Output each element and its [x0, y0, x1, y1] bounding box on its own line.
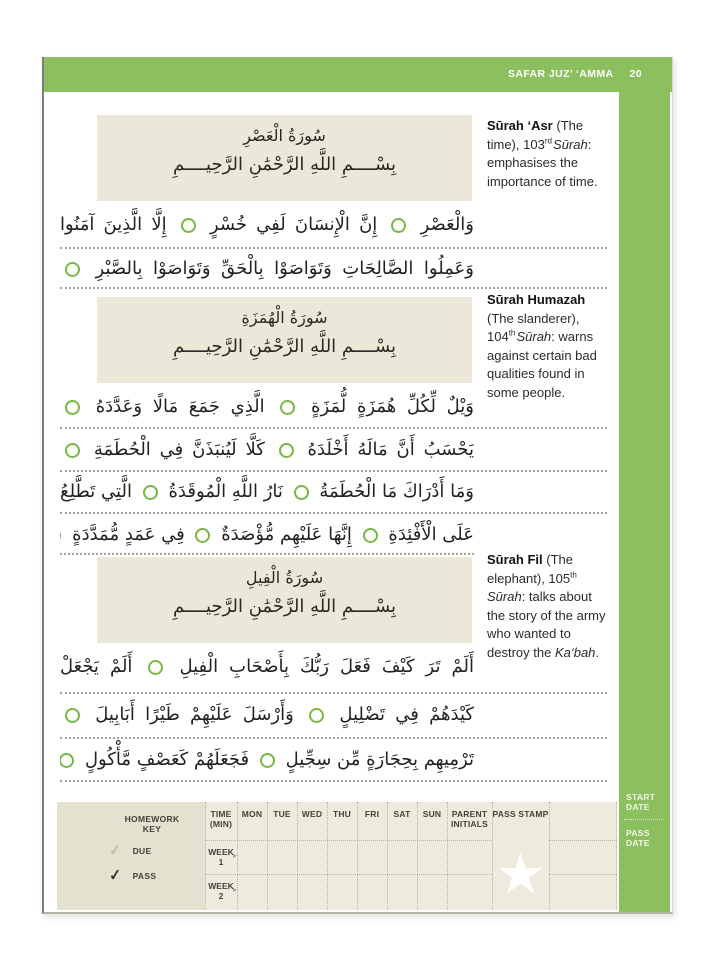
- header-bar: [44, 57, 672, 92]
- ayah-end-marker-icon: [181, 218, 196, 233]
- bismillah: بِسْــــمِ اللَّهِ الرَّحْمَٰنِ الرَّحِيــــمِ: [172, 596, 397, 617]
- week-arrow-icon: ▸: [233, 851, 238, 860]
- pass-stamp-star-icon: ★: [495, 842, 546, 907]
- time-column-header: TIME (MIN): [209, 809, 233, 829]
- book-page: [42, 57, 673, 914]
- row-divider: [549, 874, 617, 875]
- pass-stamp-cell: [492, 840, 549, 910]
- start-date-label: START DATE: [626, 792, 656, 812]
- note-surah-fil: Sūrah Fil (The elephant), 105th Sūrah: talks about the story of the army who wanted to destroy the Ka‘bah.: [487, 552, 606, 660]
- quran-line: وَمَا أَدْرَاكَ مَا الْحُطَمَةُ نَارُ اللَّهِ الْمُوقَدَةُ الَّتِي تَطَّلِعُ: [60, 481, 474, 502]
- quran-line: يَحْسَبُ أَنَّ مَالَهُ أَخْلَدَهُ كَلَّا لَيُنبَذَنَّ فِي الْحُطَمَةِ: [60, 430, 474, 470]
- ayah-end-marker-icon: [309, 708, 324, 723]
- homework-table: [57, 802, 617, 910]
- date-divider: [624, 819, 664, 820]
- ayah-end-marker-icon: [65, 443, 80, 458]
- ayah-end-marker-icon: [65, 400, 80, 415]
- quran-line: أَلَمْ تَرَ كَيْفَ فَعَلَ رَبُّكَ بِأَصْحَابِ الْفِيلِ أَلَمْ يَجْعَلْ: [60, 656, 474, 677]
- pass-date-label: PASS DATE: [626, 828, 650, 848]
- pass-stamp-header: PASS STAMP: [492, 809, 549, 819]
- ayah-end-marker-icon: [148, 660, 163, 675]
- note-surah-humazah: Sūrah Humazah (The slanderer), 104th Sūrah: warns against certain bad qualities found in some people.: [487, 292, 597, 400]
- ayah-end-marker-icon: [294, 485, 309, 500]
- ayah-end-marker-icon: [143, 485, 158, 500]
- pass-check-icon: ✓: [108, 866, 123, 885]
- ayah-end-marker-icon: [363, 528, 378, 543]
- week-1-label: WEEK 1: [208, 847, 234, 867]
- surah-humazah-title-arabic: سُورَةُ الْهُمَزَةِ: [241, 308, 328, 327]
- pass-label: PASS: [132, 871, 157, 881]
- bismillah: بِسْــــمِ اللَّهِ الرَّحْمَٰنِ الرَّحِيــــمِ: [172, 336, 397, 357]
- ayah-end-marker-icon: [195, 528, 210, 543]
- column-divider: [549, 802, 550, 910]
- ayah-end-marker-icon: [280, 400, 295, 415]
- column-divider: [447, 802, 448, 910]
- homework-key: [57, 802, 205, 910]
- day-header-fri: FRI: [364, 809, 380, 819]
- ayah-end-marker-icon: [391, 218, 406, 233]
- dotted-rule: [60, 780, 607, 782]
- bismillah: بِسْــــمِ اللَّهِ الرَّحْمَٰنِ الرَّحِيــــمِ: [172, 154, 397, 175]
- row-divider: [205, 840, 492, 841]
- dotted-rule: [60, 427, 607, 429]
- dotted-rule: [60, 512, 607, 514]
- homework-key-pass-row: [109, 868, 195, 884]
- dotted-rule: [60, 287, 607, 289]
- ayah-end-marker-icon: [65, 708, 80, 723]
- day-header-sat: SAT: [393, 809, 411, 819]
- week-arrow-icon: ▸: [233, 885, 238, 894]
- page-number: 20: [629, 68, 642, 80]
- dotted-rule: [60, 692, 607, 694]
- note-surah-asr: Sūrah ‘Asr (The time), 103rd Sūrah: emphasises the importance of time.: [487, 118, 598, 189]
- quran-line: وَيْلٌ لِّكُلِّ هُمَزَةٍ لُّمَزَةٍ الَّذِي جَمَعَ مَالًا وَعَدَّدَهُ: [60, 387, 474, 427]
- ayah-end-marker-icon: [60, 528, 61, 543]
- day-header-mon: MON: [241, 809, 263, 819]
- quran-line: كَيْدَهُمْ فِي تَضْلِيلٍ وَأَرْسَلَ عَلَيْهِمْ طَيْرًا أَبَابِيلَ: [60, 695, 474, 735]
- surah-fil-header-box: [97, 557, 472, 643]
- day-header-tue: TUE: [273, 809, 291, 819]
- homework-key-title: HOMEWORK KEY: [124, 814, 180, 834]
- dotted-rule: [60, 737, 607, 739]
- quran-line: وَعَمِلُوا الصَّالِحَاتِ وَتَوَاصَوْا بِالْحَقِّ وَتَوَاصَوْا بِالصَّبْرِ: [60, 249, 474, 289]
- dotted-rule: [60, 553, 474, 555]
- surah-asr-header-box: [97, 115, 472, 201]
- side-strip: [619, 92, 670, 912]
- quran-line: عَلَى الْأَفْئِدَةِ إِنَّهَا عَلَيْهِم مُّؤْصَدَةٌ فِي عَمَدٍ مُّمَدَّدَةٍ: [60, 515, 474, 555]
- ayah-end-marker-icon: [279, 443, 294, 458]
- parent-initials-header: PARENT INITIALS: [450, 809, 488, 829]
- column-divider: [616, 802, 617, 910]
- surah-humazah-header-box: [97, 297, 472, 383]
- due-label: DUE: [132, 846, 152, 856]
- homework-key-due-row: [109, 843, 195, 859]
- ayah-end-marker-icon: [260, 753, 275, 768]
- week-2-label: WEEK 2: [208, 881, 234, 901]
- ayah-end-marker-icon: [60, 753, 74, 768]
- book-title: SAFAR JUZ’ ‘AMMA: [507, 68, 614, 80]
- quran-line: تَرْمِيهِم بِحِجَارَةٍ مِّن سِجِّيلٍ فَجَعَلَهُمْ كَعَصْفٍ مَّأْكُولٍ: [60, 740, 474, 780]
- surah-fil-title-arabic: سُورَةُ الْفِيلِ: [245, 568, 324, 587]
- date-box: [619, 772, 670, 912]
- row-divider: [205, 874, 492, 875]
- surah-asr-title-arabic: سُورَةُ الْعَصْرِ: [243, 126, 326, 145]
- day-header-thu: THU: [332, 809, 352, 819]
- due-check-icon: ✓: [108, 841, 123, 860]
- ayah-end-marker-icon: [65, 262, 80, 277]
- row-divider: [549, 840, 617, 841]
- quran-line: وَالْعَصْرِ إِنَّ الْإِنسَانَ لَفِي خُسْرٍ إِلَّا الَّذِينَ آمَنُوا: [60, 214, 474, 235]
- day-header-sun: SUN: [422, 809, 442, 819]
- day-header-wed: WED: [301, 809, 323, 819]
